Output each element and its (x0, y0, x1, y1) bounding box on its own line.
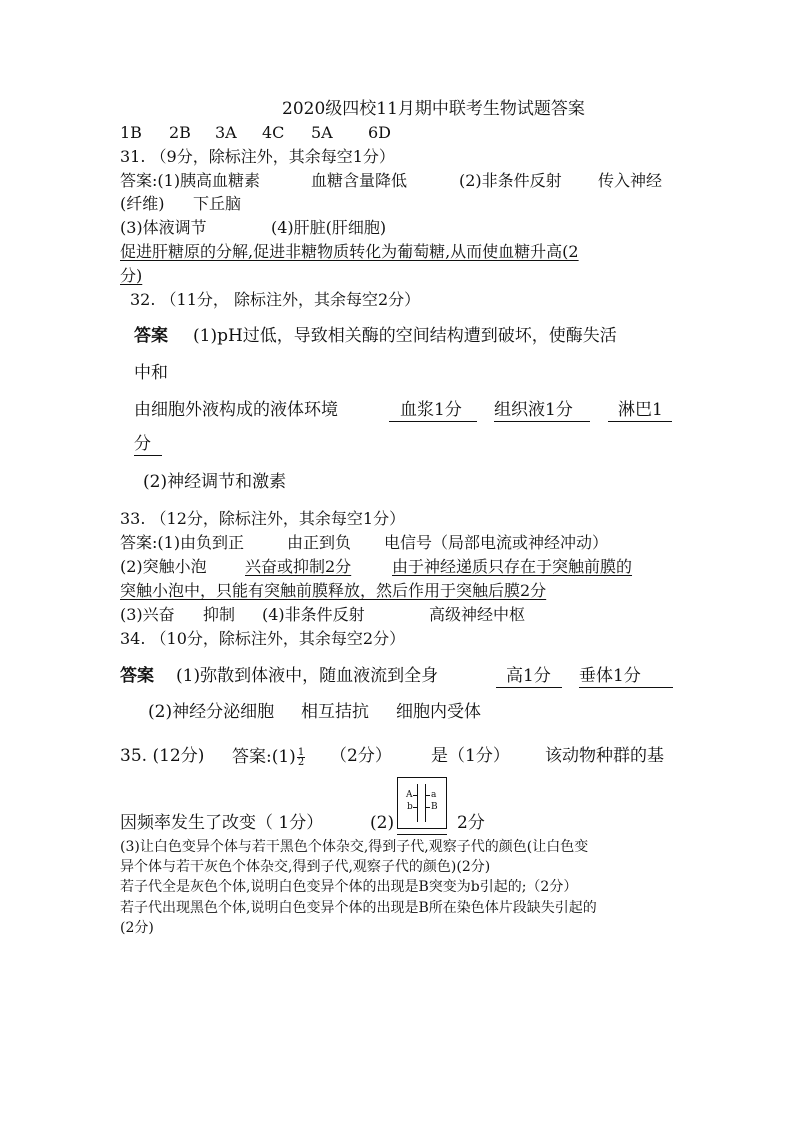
q34-answer-label: 答案 (120, 666, 154, 686)
q31-line5: 分) (120, 266, 143, 285)
allele-a: a (431, 790, 437, 800)
q34-header: 34. （10分，除标注外，其余每空2分） (120, 629, 406, 648)
q33-header: 33. （12分，除标注外，其余每空1分） (120, 509, 406, 528)
q33-line4d: 高级神经中枢 (429, 605, 526, 624)
q33-line3: 突触小泡中，只能有突触前膜释放，然后作用于突触后膜2分 (120, 581, 547, 600)
q35-line4: 异个体与若干灰色个体杂交,得到子代,观察子代的颜色)(2分) (120, 859, 491, 875)
allele-marker-lower-right (425, 807, 430, 808)
q34-underline-1 (496, 687, 562, 688)
page-title: 2020级四校11月期中联考生物试题答案 (282, 99, 585, 119)
q35-line2c: 2分 (457, 813, 485, 833)
q32-line3c: 组织液1分 (494, 400, 573, 420)
q35-line1c: （2分） (330, 746, 392, 766)
q33-line2b: 兴奋或抑制2分 (245, 557, 352, 576)
fraction-one-half (297, 748, 305, 767)
q35-line1d: 是（1分） (431, 746, 510, 766)
q32-line2: 中和 (134, 363, 168, 383)
q33-line2c: 由于神经递质只存在于突触前膜的 (392, 557, 633, 576)
q33-line1a: 答案:(1)由负到正 (120, 533, 245, 552)
q32-underline-4 (134, 455, 162, 456)
q35-line7: (2分) (120, 920, 154, 936)
q35-line1a: 35. (12分) (120, 746, 205, 766)
allele-marker-upper-right (425, 795, 430, 796)
choice-answer-3: 3A (215, 123, 237, 142)
q35-line5: 若子代全是灰色个体,说明白色变异个体的出现是B突变为b引起的;（2分） (120, 879, 578, 895)
q32-line5: (2)神经调节和激素 (143, 472, 287, 492)
choice-answer-5: 5A (311, 123, 333, 142)
q35-line1b: 答案:(1) (232, 747, 296, 767)
q34-line1c: 垂体1分 (579, 666, 641, 686)
q35-line1b-wrap (232, 748, 306, 767)
q31-header: 31. （9分，除标注外，其余每空1分） (120, 147, 395, 166)
q34-line2a: (2)神经分泌细胞 (148, 702, 275, 722)
q35-line2a: 因频率发生了改变（ 1分） (120, 813, 324, 833)
fraction-numerator: 1 (297, 747, 305, 758)
q32-header: 32. （11分， 除标注外，其余每空2分） (130, 290, 421, 309)
chromosome-right (425, 784, 426, 822)
q32-line3a: 由细胞外液构成的液体环境 (134, 400, 338, 420)
q32-underline-2 (494, 421, 590, 422)
fraction-denominator: 2 (297, 757, 305, 768)
choice-answer-2: 2B (169, 123, 191, 142)
q33-line4c: (4)非条件反射 (262, 605, 365, 624)
q31-line3a: (3)体液调节 (120, 218, 207, 237)
q32-answer-label: 答案 (134, 326, 168, 346)
q33-line4b: 抑制 (203, 605, 236, 624)
q34-line2b: 相互拮抗 (301, 702, 369, 722)
q35-line1e: 该动物种群的基 (545, 746, 664, 766)
allele-A: A (406, 790, 413, 800)
chromosome-left (417, 784, 418, 822)
q33-line4a: (3)兴奋 (120, 605, 175, 624)
q32-line1: (1)pH过低，导致相关酶的空间结构遭到破坏，使酶失活 (193, 326, 617, 346)
q31-line1d: 传入神经 (598, 171, 663, 190)
q32-line3b: 血浆1分 (400, 400, 462, 420)
q33-line1c: 电信号（局部电流或神经冲动） (384, 533, 609, 552)
diagram-underline (397, 834, 447, 835)
q35-line6: 若子代出现黑色个体,说明白色变异个体的出现是B所在染色体片段缺失引起的 (120, 900, 597, 916)
choice-answer-1: 1B (120, 123, 142, 142)
allele-b: b (407, 802, 413, 812)
q31-line2b: 下丘脑 (193, 194, 242, 213)
q34-line1b: 高1分 (506, 666, 551, 686)
choice-answer-6: 6D (368, 123, 392, 142)
q32-line4: 分 (134, 434, 151, 454)
q34-line1a: (1)弥散到体液中，随血液流到全身 (176, 666, 439, 686)
q32-line3d: 淋巴1 (618, 400, 663, 420)
allele-B: B (431, 802, 438, 812)
q34-underline-2 (579, 687, 673, 688)
q31-line1c: (2)非条件反射 (459, 171, 562, 190)
q32-underline-1 (389, 421, 477, 422)
q31-line1b: 血糖含量降低 (311, 171, 408, 190)
q33-line2a: (2)突触小泡 (120, 557, 207, 576)
q31-line3b: (4)肝脏(肝细胞) (271, 218, 387, 237)
q34-line2c: 细胞内受体 (396, 702, 481, 722)
q31-line2a: (纤维) (120, 194, 165, 213)
q31-line1a: 答案:(1)胰高血糖素 (120, 171, 261, 190)
q33-line1b: 由正到负 (287, 533, 352, 552)
q35-line3: (3)让白色变异个体与若干黑色个体杂交,得到子代,观察子代的颜色(让白色变 (120, 839, 589, 855)
allele-marker-upper (413, 795, 418, 796)
q31-line4: 促进肝糖原的分解,促进非糖物质转化为葡萄糖,从而使血糖升高(2 (120, 242, 579, 261)
chromosome-diagram (397, 777, 447, 829)
choice-answer-4: 4C (262, 123, 285, 142)
q35-line2b: (2) (370, 813, 395, 833)
q32-underline-3 (608, 421, 672, 422)
allele-marker-lower (413, 807, 418, 808)
